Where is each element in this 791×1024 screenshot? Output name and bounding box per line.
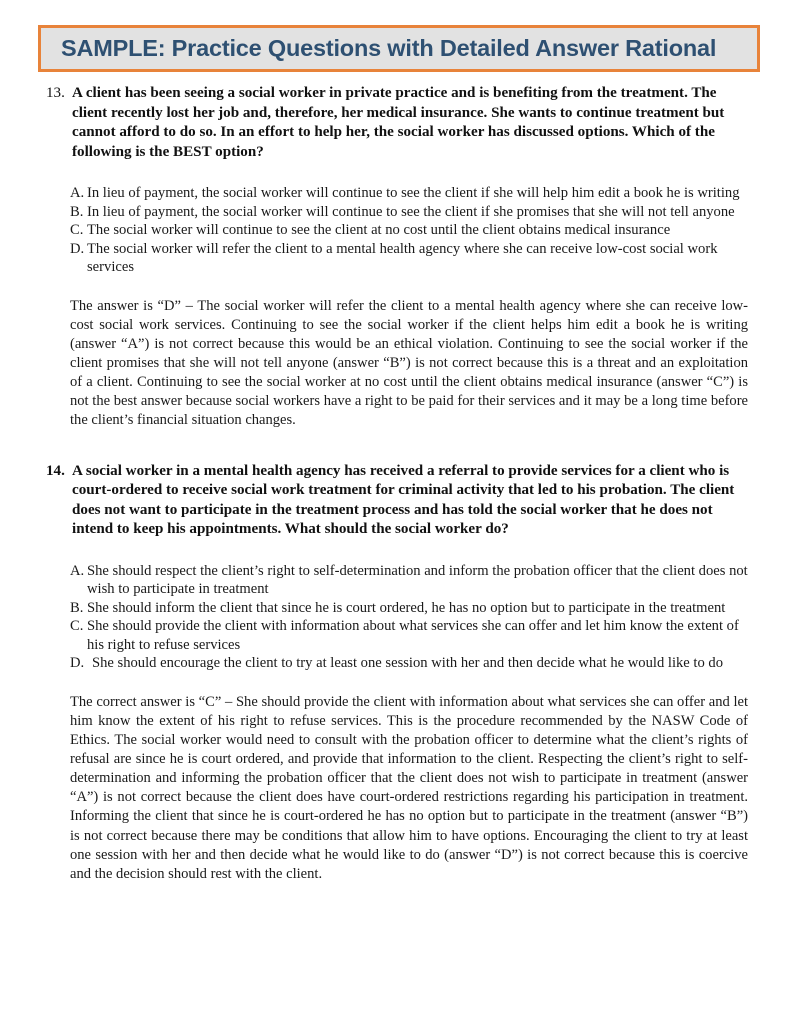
option-letter-b: B. [70, 203, 84, 220]
option-13-c[interactable] [70, 221, 748, 239]
rationale-13: The answer is “D” – The social worker will refer the client to a mental health agency where she can receive low-cost social work services. Continuing to see the social worker if the client helps him edit a book he is writing (answer “A”) is not correct because this would be an ethical violation. Continuing to see the social worker if the client promises that she will not tell anyone (answer “B”) is not correct because this is a threat and an exploitation of a client. Continuing to see the social worker at no cost until the client obtains medical insurance (answer “C”) is not the best answer because social workers have a right to be paid for their services and it may be a long time before the client’s financial situation changes. [70, 297, 748, 429]
question-stem-14 [46, 462, 748, 540]
question-block-14 [0, 462, 791, 884]
question-block-13 [0, 84, 791, 431]
option-letter-b: B. [70, 599, 84, 616]
option-letter-c: C. [70, 222, 84, 239]
question-number-13: 13. [46, 85, 65, 101]
option-text-c: She should provide the client with information about what services she can offer and let him know the extent of his right to refuse services [87, 618, 739, 653]
option-14-d[interactable] [70, 654, 748, 672]
question-text-13: A client has been seeing a social worker in private practice and is benefiting from the treatment. The client recently lost her job and, therefore, her medical insurance. She wants to continue treatment but cannot afford to do so. In an effort to help her, the social worker has discussed options. Which of the following is the BEST option? [72, 85, 725, 160]
document-content [0, 84, 791, 884]
option-letter-d: D. [70, 655, 85, 672]
option-14-c[interactable] [70, 617, 748, 654]
question-number-14: 14. [46, 462, 65, 479]
option-13-a[interactable] [70, 184, 748, 202]
question-spacer [0, 431, 791, 462]
rationale-14: The correct answer is “C” – She should provide the client with information about what services she can offer and let him know the extent of his right to refuse services. This is the procedure recommended by the NASW Code of Ethics. The social worker would need to consult with the probation officer to determine what the client’s rights of refusal are since he is court ordered, and provide that information to the client. Respecting the client’s right to self-determination and informing the probation officer that the client does not wish to participate in treatment (answer “A”) is not correct because the client does have court-ordered restrictions regarding his participation in treatment. Informing the client that since he is court-ordered he has no option but to participate in the treatment (answer “B”) is not correct because there may be conditions that allow him to have options. Encouraging the client to try at least one session with her and then decide what he would like to do (answer “D”) is not correct because this is coercive and the decision should rest with the client. [70, 693, 748, 882]
option-text-d: The social worker will refer the client to a mental health agency where she can receive low-cost social work services [87, 240, 718, 276]
question-stem-13 [46, 84, 748, 162]
page-title: SAMPLE: Practice Questions with Detailed Answer Rational [61, 35, 717, 61]
option-text-d: She should encourage the client to try at least one session with her and then decide what he would like to do [92, 655, 724, 672]
option-text-a: In lieu of payment, the social worker will continue to see the client if she will help him edit a book he is writing [87, 185, 740, 202]
option-letter-a: A. [70, 185, 85, 202]
option-13-d[interactable] [70, 240, 748, 277]
options-list-13 [70, 184, 748, 276]
option-13-b[interactable] [70, 203, 748, 221]
header-banner [38, 25, 760, 72]
option-letter-c: C. [70, 618, 84, 635]
option-text-b: She should inform the client that since he is court ordered, he has no option but to participate in the treatment [87, 599, 726, 616]
option-14-a[interactable] [70, 562, 748, 599]
question-text-14: A social worker in a mental health agency has received a referral to provide services for a client who is court-ordered to receive social work treatment for criminal activity that led to his probation. The client does not want to participate in the treatment process and has told the social worker that he does not intend to keep his appointments. What should the social worker do? [72, 462, 735, 538]
option-letter-a: A. [70, 563, 85, 580]
option-text-b: In lieu of payment, the social worker will continue to see the client if she promises that she will not tell anyone [87, 203, 735, 220]
option-letter-d: D. [70, 240, 85, 257]
option-14-b[interactable] [70, 599, 748, 617]
option-text-a: She should respect the client’s right to self-determination and inform the probation officer that the client does not wish to participate in treatment [87, 563, 748, 598]
options-list-14 [70, 562, 748, 673]
option-text-c: The social worker will continue to see the client at no cost until the client obtains medical insurance [87, 222, 671, 239]
